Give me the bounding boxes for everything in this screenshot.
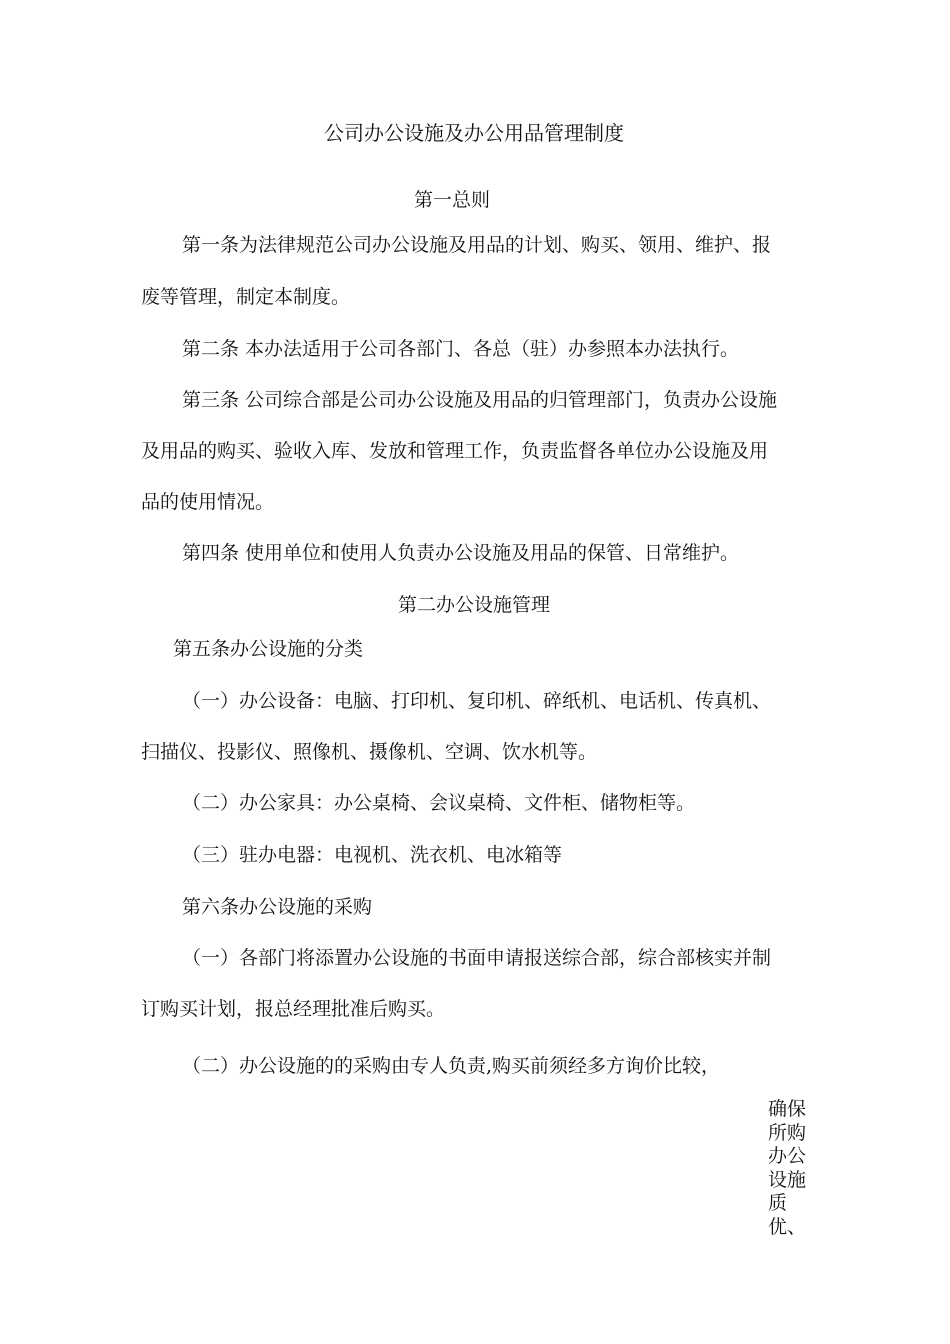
continuation-line: 办公 — [768, 1145, 807, 1167]
article-6-item-2: （二）办公设施的的采购由专人负责,购买前须经多方询价比较， — [182, 1055, 721, 1077]
article-6-item-2-continuation — [768, 1098, 812, 1239]
chapter-heading-2: 第二办公设施管理 — [398, 594, 551, 616]
chapter-heading-1: 第一总则 — [414, 189, 491, 211]
article-1-line-1: 第一条为法律规范公司办公设施及用品的计划、购买、领用、维护、报 — [182, 234, 772, 256]
article-5-item-3: （三）驻办电器：电视机、洗衣机、电冰箱等 — [182, 844, 563, 866]
article-2: 第二条 本办法适用于公司各部门、各总（驻）办参照本办法执行。 — [182, 338, 740, 360]
continuation-line: 质 — [768, 1192, 788, 1214]
continuation-line: 所购 — [768, 1121, 807, 1144]
article-6: 第六条办公设施的采购 — [182, 896, 373, 918]
article-3-line-3: 品的使用情况。 — [141, 491, 275, 513]
article-5-item-1-line-1: （一）办公设备：电脑、打印机、复印机、碎纸机、电话机、传真机、 — [182, 690, 772, 712]
article-6-item-1-line-2: 订购买计划，报总经理批准后购买。 — [141, 998, 446, 1020]
continuation-line: 优、 — [768, 1215, 807, 1238]
continuation-line: 确保 — [768, 1098, 807, 1120]
document-title: 公司办公设施及办公用品管理制度 — [324, 121, 624, 145]
article-4: 第四条 使用单位和使用人负责办公设施及用品的保管、日常维护。 — [182, 542, 740, 564]
article-3-line-2: 及用品的购买、验收入库、发放和管理工作，负责监督各单位办公设施及用 — [141, 440, 769, 462]
article-5-item-1-line-2: 扫描仪、投影仪、照像机、摄像机、空调、饮水机等。 — [141, 741, 598, 763]
article-1-line-2: 废等管理，制定本制度。 — [141, 286, 351, 308]
article-6-item-1-line-1: （一）各部门将添置办公设施的书面申请报送综合部，综合部核实并制 — [182, 947, 772, 969]
article-5: 第五条办公设施的分类 — [173, 638, 364, 660]
article-3-line-1: 第三条 公司综合部是公司办公设施及用品的归管理部门，负责办公设施 — [182, 389, 778, 411]
continuation-line: 设施 — [768, 1168, 807, 1191]
article-5-item-2: （二）办公家具：办公桌椅、会议桌椅、文件柜、储物柜等。 — [182, 792, 696, 814]
